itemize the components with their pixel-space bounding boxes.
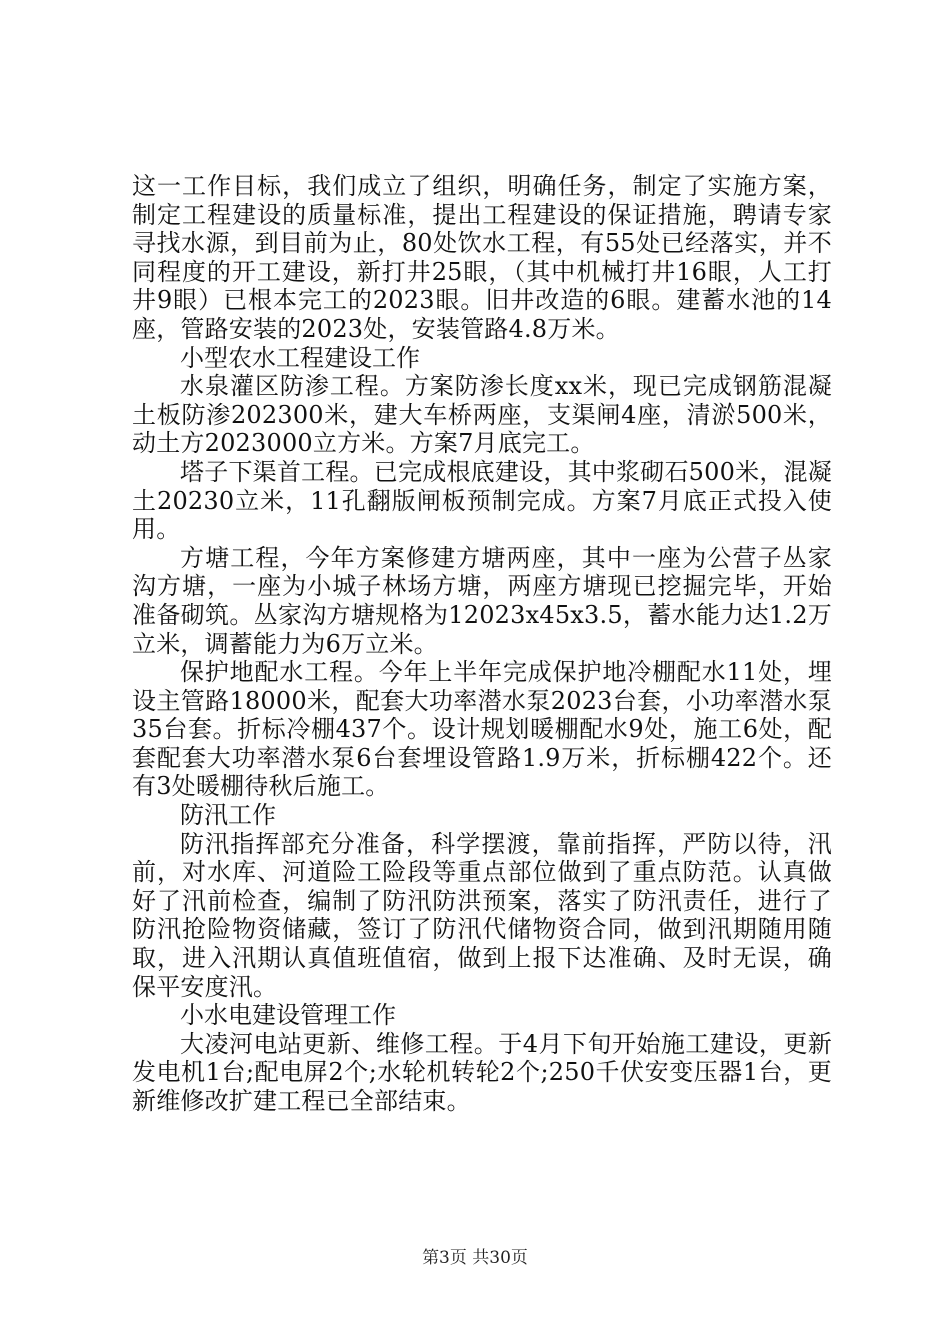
section-heading-small-irrigation: 小型农水工程建设工作 [180, 343, 420, 372]
section-heading-flood-control: 防汛工作 [180, 801, 276, 830]
paragraph-shuiquan-irrigation: 水泉灌区防渗工程。方案防渗长度xx米，现已完成钢筋混凝土板防渗202300米，建大车桥两座，支渠闸4座，清淤500米，动土方2023000立方米。方案7月底完工。 [132, 372, 832, 458]
paragraph-drinking-water: 这一工作目标，我们成立了组织，明确任务，制定了实施方案，制定工程建设的质量标准，提出工程建设的保证措施，聘请专家寻找水源，到目前为止，80处饮水工程，有55处已经落实，并不同程度的开工建设，新打井25眼，（其中机械打井16眼，人工打井9眼）已根本完工的2023眼。旧井改造的6眼。建蓄水池的14座，管路安装的2023处，安装管路4.8万米。 [132, 172, 832, 343]
page-number-footer: 第3页 共30页 [422, 1248, 528, 1268]
section-heading-small-hydropower: 小水电建设管理工作 [180, 1001, 396, 1030]
paragraph-tazixia-headworks: 塔子下渠首工程。已完成根底建设，其中浆砌石500米，混凝土20230立米，11孔翻版闸板预制完成。方案7月底正式投入使用。 [132, 457, 832, 544]
paragraph-flood-command: 防汛指挥部充分准备，科学摆渡，靠前指挥，严防以待，汛前，对水库、河道险工险段等重点部位做到了重点防范。认真做好了汛前检查，编制了防汛防洪预案，落实了防汛责任，进行了防汛抢险物资储藏，签订了防汛代储物资合同，做到汛期随用随取，进入汛期认真值班值宿，做到上报下达准确、及时无误，确保平安度汛。 [132, 829, 832, 1001]
document-body [132, 172, 832, 1116]
paragraph-pond-project: 方塘工程，今年方案修建方塘两座，其中一座为公营子丛家沟方塘，一座为小城子林场方塘，两座方塘现已挖掘完毕，开始准备砌筑。丛家沟方塘规格为12023x45x3.5，蓄水能力达1.2万立米，调蓄能力为6万立米。 [132, 543, 832, 658]
paragraph-greenhouse-water: 保护地配水工程。今年上半年完成保护地冷棚配水11处，埋设主管路18000米，配套大功率潜水泵2023台套，小功率潜水泵35台套。折标冷棚437个。设计规划暖棚配水9处，施工6处，配套配套大功率潜水泵6台套埋设管路1.9万米，折标棚422个。还有3处暖棚待秋后施工。 [132, 658, 832, 801]
paragraph-daling-river-station: 大凌河电站更新、维修工程。于4月下旬开始施工建设，更新发电机1台;配电屏2个;水轮机转轮2个;250千伏安变压器1台，更新维修改扩建工程已全部结束。 [132, 1029, 832, 1115]
